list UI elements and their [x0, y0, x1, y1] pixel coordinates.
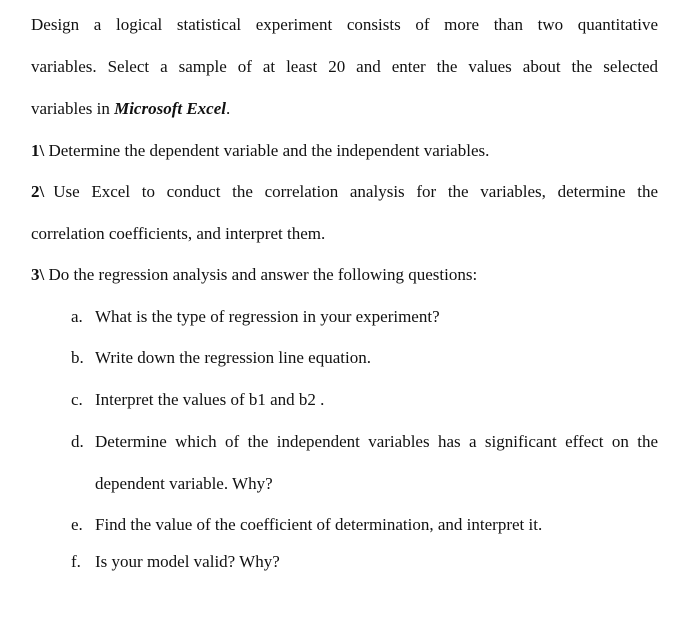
question-marker: d. [71, 432, 84, 451]
question-text: Find the value of the coefficient of determination, and interpret it. [95, 515, 543, 534]
task-3 [31, 265, 477, 285]
question-marker: b. [71, 348, 84, 367]
intro-line-3 [31, 99, 230, 119]
question-text: Interpret the values of b1 and b2 . [95, 390, 325, 409]
task-1 [31, 141, 489, 161]
intro-line-3-prefix: variables in [31, 99, 115, 118]
task-number: 2\ [31, 182, 45, 201]
software-name: Microsoft Excel [114, 99, 226, 118]
question-text: Write down the regression line equation. [95, 348, 371, 367]
question-text: Determine which of the independent variables has a significant effect on the [95, 432, 658, 451]
task-text: Determine the dependent variable and the independent variables. [48, 141, 490, 160]
question-marker: e. [71, 515, 83, 534]
task-2-continuation: correlation coefficients, and interpret them. [31, 224, 326, 243]
task-text: Use Excel to conduct the correlation analysis for the variables, determine the [53, 182, 658, 201]
intro-line-1: Design a logical statistical experiment consists of more than two quantitative [31, 15, 658, 34]
intro-line-2: variables. Select a sample of at least 20 and enter the values about the selected [31, 57, 658, 76]
question-text: What is the type of regression in your experiment? [95, 307, 440, 326]
task-text: Do the regression analysis and answer the following questions: [48, 265, 478, 284]
question-marker: f. [71, 552, 81, 571]
intro-line-3-suffix: . [226, 99, 231, 118]
question-text: Is your model valid? Why? [95, 552, 280, 571]
question-text-continuation: dependent variable. Why? [95, 474, 273, 493]
task-number: 1\ [31, 141, 45, 160]
task-2 [31, 182, 658, 202]
task-number: 3\ [31, 265, 45, 284]
question-marker: a. [71, 307, 83, 326]
question-marker: c. [71, 390, 83, 409]
